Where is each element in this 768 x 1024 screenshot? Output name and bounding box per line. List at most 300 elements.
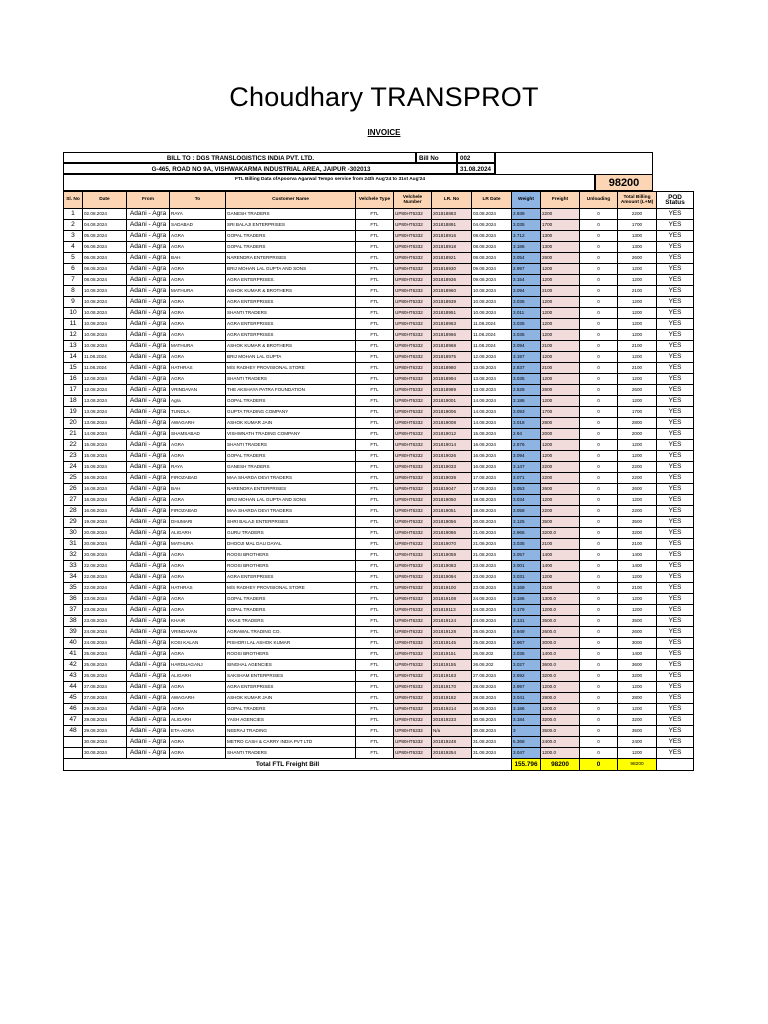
cell-vehicle-type: FTL (356, 363, 394, 374)
cell-weight: 2.997 (512, 682, 541, 693)
cell-customer: GOPAL TRADERS (226, 704, 356, 715)
cell-customer: SINGHAL AGENCIES (226, 660, 356, 671)
cell-from: Adani - Agra (127, 308, 170, 319)
cell-sl-no: 2 (64, 220, 83, 231)
cell-lr-no: 201818883 (432, 209, 472, 220)
cell-from: Adani - Agra (127, 330, 170, 341)
cell-lr-no: 201819086 (432, 528, 472, 539)
cell-weight: 3 (512, 726, 541, 737)
cell-vehicle-number: UP80HT6332 (394, 627, 432, 638)
cell-vehicle-type: FTL (356, 638, 394, 649)
cell-vehicle-number: UP80HT6332 (394, 231, 432, 242)
cell-lr-no: 201818918 (432, 242, 472, 253)
col-vehicle-number: Velchele Number (394, 192, 432, 209)
cell-weight: 3.197 (512, 352, 541, 363)
cell-lr-date: 04.08.2024 (472, 220, 512, 231)
cell-lr-no: 201818939 (432, 297, 472, 308)
invoice-heading: INVOICE (367, 128, 401, 137)
cell-lr-date: 10.08.2024 (472, 286, 512, 297)
cell-pod-status: YES (657, 264, 694, 275)
cell-weight: 3.057 (512, 550, 541, 561)
cell-vehicle-type: FTL (356, 704, 394, 715)
cell-sl-no: 19 (64, 407, 83, 418)
cell-lr-date: 21.08.2024 (472, 550, 512, 561)
cell-date: 16.08.2024 (83, 506, 127, 517)
cell-lr-no: 201818968 (432, 341, 472, 352)
table-row (64, 495, 694, 506)
cell-vehicle-number: UP80HT6332 (394, 539, 432, 550)
cell-amount: 2600 (618, 484, 657, 495)
cell-sl-no: 3 (64, 231, 83, 242)
cell-from: Adani - Agra (127, 495, 170, 506)
cell-pod-status: YES (657, 330, 694, 341)
cell-freight: 2000 (541, 429, 580, 440)
total-unloading: 0 (580, 759, 618, 771)
cell-vehicle-number: UP80HT6332 (394, 495, 432, 506)
cell-lr-no: 201819128 (432, 627, 472, 638)
cell-from: Adani - Agra (127, 451, 170, 462)
cell-vehicle-type: FTL (356, 341, 394, 352)
cell-freight: 2600 (541, 253, 580, 264)
cell-pod-status: YES (657, 429, 694, 440)
cell-lr-no: 201818994 (432, 374, 472, 385)
cell-customer: ASHOK KUMAR & BROTHERS (226, 341, 356, 352)
cell-sl-no: 24 (64, 462, 83, 473)
cell-from: Adani - Agra (127, 253, 170, 264)
cell-freight: 1200 (541, 451, 580, 462)
cell-from: Adani - Agra (127, 638, 170, 649)
total-amount: 98200 (618, 759, 657, 771)
bill-date-value: 31.08.2024 (460, 166, 491, 173)
company-title: Choudhary TRANSPROT (229, 82, 539, 112)
address-text: G-465, ROAD NO 9A, VISHWAKARMA INDUSTRIAL AREA, JAIPUR -302013 (151, 166, 371, 173)
cell-date: 08.08.2024 (83, 264, 127, 275)
cell-date: 20.08.2024 (83, 528, 127, 539)
cell-sl-no: 39 (64, 627, 83, 638)
cell-date: 10.08.2024 (83, 308, 127, 319)
cell-vehicle-number: UP80HT6332 (394, 385, 432, 396)
cell-customer: MAA SHARDA DEVI TRADERS (226, 506, 356, 517)
cell-date: 11.08.2024 (83, 352, 127, 363)
table-row (64, 484, 694, 495)
header-blank-right (495, 152, 653, 174)
cell-freight: 2400.0 (541, 737, 580, 748)
cell-from: Adani - Agra (127, 429, 170, 440)
cell-sl-no: 42 (64, 660, 83, 671)
cell-vehicle-number: UP80HT6332 (394, 407, 432, 418)
cell-freight: 2200 (541, 462, 580, 473)
cell-amount: 1200 (618, 352, 657, 363)
cell-vehicle-type: FTL (356, 385, 394, 396)
cell-vehicle-number: UP80HT6332 (394, 484, 432, 495)
cell-customer: GOPAL TRADERS (226, 242, 356, 253)
table-row (64, 286, 694, 297)
cell-sl-no: 28 (64, 506, 83, 517)
cell-unloading: 0 (580, 220, 618, 231)
cell-weight: 3.094 (512, 341, 541, 352)
cell-weight: 3.094 (512, 451, 541, 462)
cell-sl-no: 26 (64, 484, 83, 495)
cell-to: AGRA (170, 242, 226, 253)
cell-freight: 1300 (541, 242, 580, 253)
cell-sl-no: 7 (64, 275, 83, 286)
cell-amount: 1200 (618, 605, 657, 616)
cell-lr-no: 201819033 (432, 462, 472, 473)
cell-vehicle-number: UP80HT6332 (394, 693, 432, 704)
cell-vehicle-number: UP80HT6332 (394, 429, 432, 440)
cell-amount: 2100 (618, 363, 657, 374)
cell-date: 30.08.2024 (83, 737, 127, 748)
cell-unloading: 0 (580, 231, 618, 242)
cell-customer: GANESH TRADERS (226, 462, 356, 473)
cell-amount: 2600 (618, 253, 657, 264)
cell-pod-status: YES (657, 682, 694, 693)
cell-freight: 1200.0 (541, 682, 580, 693)
cell-lr-no: 201818960 (432, 286, 472, 297)
cell-unloading: 0 (580, 528, 618, 539)
cell-sl-no: 5 (64, 253, 83, 264)
cell-lr-no: N/a (432, 726, 472, 737)
cell-freight: 2100 (541, 539, 580, 550)
cell-freight: 3200.0 (541, 715, 580, 726)
cell-to: AGRA (170, 297, 226, 308)
cell-unloading: 0 (580, 308, 618, 319)
cell-weight: 3.047 (512, 748, 541, 759)
cell-from: Adani - Agra (127, 737, 170, 748)
cell-from: Adani - Agra (127, 517, 170, 528)
cell-sl-no: 29 (64, 517, 83, 528)
cell-freight: 1200 (541, 308, 580, 319)
cell-customer: GOPAL TRADERS (226, 594, 356, 605)
cell-vehicle-number: UP80HT6332 (394, 473, 432, 484)
cell-unloading: 0 (580, 473, 618, 484)
cell-to: AGRA (170, 649, 226, 660)
table-row (64, 616, 694, 627)
cell-from: Adani - Agra (127, 539, 170, 550)
cell-weight: 2.997 (512, 264, 541, 275)
cell-amount: 2600 (618, 627, 657, 638)
cell-weight: 3.125 (512, 517, 541, 528)
cell-to: MATHURA (170, 539, 226, 550)
cell-weight: 3.093 (512, 407, 541, 418)
cell-unloading: 0 (580, 572, 618, 583)
cell-amount: 1700 (618, 220, 657, 231)
cell-sl-no: 8 (64, 286, 83, 297)
cell-from: Adani - Agra (127, 341, 170, 352)
cell-lr-no: 201819254 (432, 748, 472, 759)
cell-from: Adani - Agra (127, 726, 170, 737)
cell-sl-no: 18 (64, 396, 83, 407)
cell-unloading: 0 (580, 638, 618, 649)
table-row (64, 539, 694, 550)
cell-from: Adani - Agra (127, 572, 170, 583)
cell-customer: THE AKSHAYA PATRA FOUNDATION (226, 385, 356, 396)
cell-lr-date: 11.08.2024 (472, 319, 512, 330)
bill-no-value: 002 (460, 155, 471, 162)
total-amount-box: 98200 (595, 174, 653, 191)
table-row (64, 473, 694, 484)
cell-date: 29.08.2024 (83, 726, 127, 737)
cell-freight: 2100 (541, 286, 580, 297)
cell-lr-date: 16.08.2024 (472, 462, 512, 473)
cell-freight: 1400 (541, 561, 580, 572)
table-row (64, 440, 694, 451)
table-row (64, 528, 694, 539)
cell-vehicle-number: UP80HT6332 (394, 616, 432, 627)
table-row (64, 693, 694, 704)
cell-weight: 3.186 (512, 594, 541, 605)
table-row (64, 517, 694, 528)
cell-lr-date: 26.08.202 (472, 649, 512, 660)
cell-customer: YASH AGENCIES (226, 715, 356, 726)
cell-lr-date: 24.08.2024 (472, 594, 512, 605)
cell-date: 29.08.2024 (83, 704, 127, 715)
cell-lr-no: 201818951 (432, 308, 472, 319)
table-row (64, 649, 694, 660)
cell-unloading: 0 (580, 429, 618, 440)
cell-to: FIROZABAD (170, 506, 226, 517)
cell-vehicle-type: FTL (356, 297, 394, 308)
cell-to: HATHRAS (170, 363, 226, 374)
cell-vehicle-type: FTL (356, 462, 394, 473)
cell-amount: 2100 (618, 539, 657, 550)
cell-unloading: 0 (580, 693, 618, 704)
table-row (64, 682, 694, 693)
cell-vehicle-type: FTL (356, 286, 394, 297)
cell-vehicle-number: UP80HT6332 (394, 451, 432, 462)
cell-lr-no: 201819094 (432, 572, 472, 583)
cell-vehicle-number: UP80HT6332 (394, 506, 432, 517)
table-row (64, 363, 694, 374)
cell-pod-status: YES (657, 473, 694, 484)
cell-customer: GURU TRADERS (226, 528, 356, 539)
cell-freight: 3000.0 (541, 638, 580, 649)
cell-customer: GUPTA TRADING COMPANY (226, 407, 356, 418)
col-pod: POD Status (657, 192, 694, 209)
cell-from: Adani - Agra (127, 748, 170, 759)
cell-from: Adani - Agra (127, 352, 170, 363)
cell-to: BAH (170, 253, 226, 264)
cell-lr-no: 201819051 (432, 506, 472, 517)
cell-amount: 1400 (618, 550, 657, 561)
cell-vehicle-type: FTL (356, 330, 394, 341)
cell-lr-date: 11.08.2024 (472, 330, 512, 341)
cell-customer: PISHORI LAL ASHOK KUMAR (226, 638, 356, 649)
cell-lr-no: 201818989 (432, 385, 472, 396)
cell-vehicle-number: UP80HT6332 (394, 330, 432, 341)
cell-weight: 3.094 (512, 286, 541, 297)
cell-lr-date: 31.08.2024 (472, 748, 512, 759)
cell-freight: 3200.0 (541, 671, 580, 682)
cell-weight: 3.131 (512, 616, 541, 627)
cell-customer: NEERAJ TRADING (226, 726, 356, 737)
cell-to: DHUMARI (170, 517, 226, 528)
cell-pod-status: YES (657, 275, 694, 286)
cell-date: 15.08.2024 (83, 440, 127, 451)
cell-weight: 3.027 (512, 660, 541, 671)
cell-pod-status: YES (657, 374, 694, 385)
col-vehicle-type: Velchele Type (356, 192, 394, 209)
cell-lr-no: 201818966 (432, 330, 472, 341)
cell-sl-no: 37 (64, 605, 83, 616)
cell-weight: 3.034 (512, 495, 541, 506)
cell-weight: 3.001 (512, 561, 541, 572)
cell-unloading: 0 (580, 649, 618, 660)
cell-vehicle-type: FTL (356, 484, 394, 495)
cell-lr-date: 27.08.2024 (472, 671, 512, 682)
cell-date: 30.08.2024 (83, 748, 127, 759)
cell-pod-status: YES (657, 407, 694, 418)
cell-freight: 2100 (541, 583, 580, 594)
table-row (64, 385, 694, 396)
table-row (64, 451, 694, 462)
cell-amount: 1200 (618, 275, 657, 286)
cell-lr-no: 201819108 (432, 594, 472, 605)
cell-lr-no: 201818980 (432, 363, 472, 374)
cell-customer: SHRI BALAJI ENTERPRISES (226, 517, 356, 528)
cell-pod-status: YES (657, 605, 694, 616)
total-freight: 98200 (541, 759, 580, 771)
cell-to: RAYA (170, 209, 226, 220)
cell-lr-date: 03.08.2024 (472, 209, 512, 220)
cell-from: Adani - Agra (127, 418, 170, 429)
cell-date: 16.08.2024 (83, 484, 127, 495)
cell-to: AGRA (170, 572, 226, 583)
cell-weight: 3.035 (512, 297, 541, 308)
cell-weight: 3.058 (512, 506, 541, 517)
table-row (64, 209, 694, 220)
cell-sl-no: 6 (64, 264, 83, 275)
cell-lr-no: 201819059 (432, 550, 472, 561)
cell-lr-no: 201819155 (432, 660, 472, 671)
cell-freight: 1200 (541, 319, 580, 330)
cell-lr-no: 201818921 (432, 253, 472, 264)
cell-from: Adani - Agra (127, 209, 170, 220)
cell-sl-no (64, 748, 83, 759)
cell-date: 24.08.2024 (83, 627, 127, 638)
cell-from: Adani - Agra (127, 561, 170, 572)
cell-vehicle-type: FTL (356, 209, 394, 220)
total-row (64, 759, 694, 771)
cell-lr-date: 28.08.2024 (472, 693, 512, 704)
cell-freight: 2600 (541, 385, 580, 396)
cell-to: AGRA (170, 561, 226, 572)
cell-lr-no: 201819151 (432, 649, 472, 660)
cell-lr-no: 201819233 (432, 715, 472, 726)
cell-unloading: 0 (580, 715, 618, 726)
col-sl: Sl. No (64, 192, 83, 209)
cell-sl-no: 15 (64, 363, 83, 374)
cell-unloading: 0 (580, 671, 618, 682)
table-row (64, 396, 694, 407)
cell-date: 23.08.2024 (83, 594, 127, 605)
cell-customer: SHANTI TRADERS (226, 308, 356, 319)
cell-freight: 3500.0 (541, 616, 580, 627)
cell-date: 22.08.2024 (83, 561, 127, 572)
cell-weight: 3.147 (512, 462, 541, 473)
cell-lr-date: 11.08.2024 (472, 341, 512, 352)
cell-vehicle-type: FTL (356, 275, 394, 286)
cell-sl-no: 46 (64, 704, 83, 715)
cell-amount: 1300 (618, 231, 657, 242)
cell-pod-status: YES (657, 572, 694, 583)
cell-customer: GOPAL TRADERS (226, 605, 356, 616)
cell-lr-date: 13.08.2024 (472, 363, 512, 374)
cell-to: SHAMSABAD (170, 429, 226, 440)
cell-sl-no: 10 (64, 308, 83, 319)
cell-lr-date: 13.08.2024 (472, 374, 512, 385)
cell-lr-date: 14.08.2024 (472, 418, 512, 429)
cell-to: AGRA (170, 682, 226, 693)
cell-vehicle-type: FTL (356, 429, 394, 440)
cell-vehicle-type: FTL (356, 561, 394, 572)
table-row (64, 418, 694, 429)
cell-freight: 2100 (541, 341, 580, 352)
cell-pod-status: YES (657, 638, 694, 649)
cell-customer: GANESH TRADERS (226, 209, 356, 220)
cell-amount: 1200 (618, 594, 657, 605)
cell-pod-status: YES (657, 539, 694, 550)
cell-lr-no: 201819182 (432, 693, 472, 704)
table-row (64, 638, 694, 649)
cell-lr-date: 14.08.2024 (472, 396, 512, 407)
cell-vehicle-number: UP80HT6332 (394, 297, 432, 308)
cell-lr-date: 30.08.2024 (472, 715, 512, 726)
cell-weight: 3.053 (512, 484, 541, 495)
billing-note-text: FTL Billing Data ofApoorva Agarwal Tempo service from 24th Aug'24 to 31st Aug'24 (234, 176, 426, 182)
cell-amount: 1200 (618, 440, 657, 451)
cell-unloading: 0 (580, 253, 618, 264)
cell-pod-status: YES (657, 308, 694, 319)
address-box (63, 163, 457, 174)
cell-date: 10.08.2024 (83, 286, 127, 297)
cell-weight: 3.035 (512, 539, 541, 550)
cell-sl-no: 25 (64, 473, 83, 484)
cell-date: 08.08.2024 (83, 275, 127, 286)
cell-pod-status: YES (657, 352, 694, 363)
cell-vehicle-type: FTL (356, 308, 394, 319)
cell-date: 14.08.2024 (83, 429, 127, 440)
invoice-table (63, 191, 694, 771)
cell-vehicle-type: FTL (356, 660, 394, 671)
cell-pod-status: YES (657, 671, 694, 682)
cell-amount: 1400 (618, 561, 657, 572)
cell-date: 12.08.2024 (83, 374, 127, 385)
cell-sl-no: 27 (64, 495, 83, 506)
table-row (64, 506, 694, 517)
cell-vehicle-type: FTL (356, 550, 394, 561)
cell-to: AGRA (170, 550, 226, 561)
cell-amount: 2200 (618, 462, 657, 473)
cell-from: Adani - Agra (127, 528, 170, 539)
table-row (64, 462, 694, 473)
cell-customer: AGRA ENTERPRISES (226, 319, 356, 330)
cell-freight: 2200 (541, 506, 580, 517)
cell-vehicle-type: FTL (356, 253, 394, 264)
cell-freight: 2600.0 (541, 627, 580, 638)
cell-freight: 2600 (541, 484, 580, 495)
cell-to: ALIGARH (170, 715, 226, 726)
cell-vehicle-number: UP80HT6332 (394, 209, 432, 220)
cell-vehicle-type: FTL (356, 594, 394, 605)
cell-lr-date: 21.08.2024 (472, 539, 512, 550)
cell-pod-status: YES (657, 396, 694, 407)
cell-amount: 3000 (618, 638, 657, 649)
cell-vehicle-type: FTL (356, 220, 394, 231)
table-row (64, 330, 694, 341)
cell-to: TUNDLA (170, 407, 226, 418)
cell-lr-date: 08.08.2024 (472, 231, 512, 242)
